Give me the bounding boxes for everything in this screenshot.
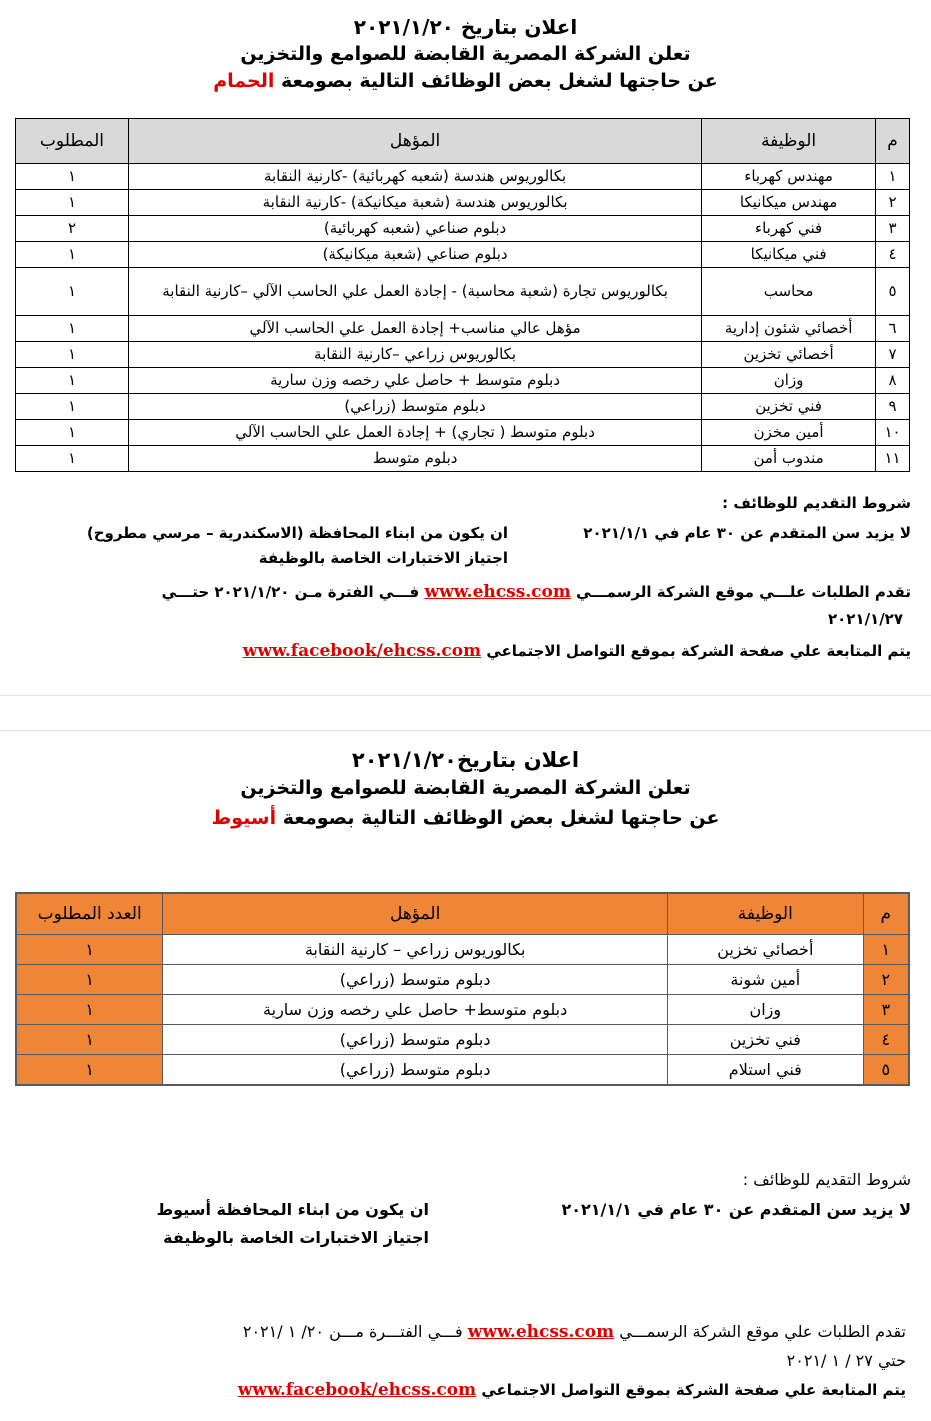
row-job: مندوب أمن <box>702 446 876 472</box>
table-row <box>16 995 909 1025</box>
table-row <box>16 1025 909 1055</box>
header-num: م <box>863 893 909 935</box>
row-job: مهندس كهرباء <box>702 164 876 190</box>
row-num: ٥ <box>863 1055 909 1086</box>
row-qual: دبلوم متوسط <box>128 446 701 472</box>
ad2-condition-residence: ان يكون من ابناء المحافظة أسيوط <box>156 1200 429 1219</box>
row-num: ١١ <box>876 446 910 472</box>
row-qual: مؤهل عالي مناسب+ إجادة العمل علي الحاسب الآلي <box>128 316 701 342</box>
ad2-condition-age: لا يزيد سن المتقدم عن ٣٠ عام في ٢٠٢١/١/١ <box>561 1200 911 1219</box>
ad1-facebook-link[interactable]: www.facebook/ehcss.com <box>242 641 482 661</box>
ad1-company-line: تعلن الشركة المصرية القابضة للصوامع والتخزين <box>240 43 691 65</box>
row-qual: بكالوريوس هندسة (شعبه كهربائية) -كارنية النقابة <box>128 164 701 190</box>
ad2-follow-line <box>238 1380 906 1400</box>
row-qual: بكالوريوس زراعي –كارنية النقابة <box>128 342 701 368</box>
table-row <box>16 316 910 342</box>
row-count: ١ <box>16 935 163 965</box>
row-num: ١ <box>876 164 910 190</box>
row-job: أخصائي شئون إدارية <box>702 316 876 342</box>
table-row <box>16 935 909 965</box>
row-count: ١ <box>16 1055 163 1086</box>
row-num: ٥ <box>876 268 910 316</box>
ad1-apply-text: تقدم الطلبات علـــي موقع الشركة الرسمـــي <box>576 583 911 601</box>
header-count: المطلوب <box>16 119 129 164</box>
ad1-condition-age: لا يزيد سن المتقدم عن ٣٠ عام في ٢٠٢١/١/١ <box>583 524 911 542</box>
table-row <box>16 965 909 995</box>
ad2-website-link[interactable]: www.ehcss.com <box>467 1322 615 1342</box>
row-num: ٨ <box>876 368 910 394</box>
table-row <box>16 190 910 216</box>
table-header-row <box>16 119 910 164</box>
ad1-apply-line <box>162 582 911 602</box>
row-job: فني ميكانيكا <box>702 242 876 268</box>
row-num: ٤ <box>876 242 910 268</box>
row-num: ٩ <box>876 394 910 420</box>
ad1-location: الحمام <box>213 70 275 92</box>
header-job: الوظيفة <box>702 119 876 164</box>
ad2-apply-text: تقدم الطلبات علي موقع الشركة الرسمـــي <box>619 1322 906 1341</box>
ad2-apply-line <box>243 1322 906 1342</box>
table-row <box>16 368 910 394</box>
row-count: ١ <box>16 316 129 342</box>
table-row <box>16 268 910 316</box>
row-job: فني تخزين <box>702 394 876 420</box>
ad2-follow-text: يتم المتابعة علي صفحة الشركة بموقع التواصل الاجتماعي <box>481 1381 906 1399</box>
row-job: أمين مخزن <box>702 420 876 446</box>
row-count: ١ <box>16 368 129 394</box>
row-num: ٣ <box>863 995 909 1025</box>
ad1-apply-end: ٢٠٢١/١/٢٧ <box>827 610 903 628</box>
ad2-need-prefix: عن حاجتها لشغل بعض الوظائف التالية بصومعة <box>282 807 720 829</box>
ad2-condition-tests: اجتياز الاختبارات الخاصة بالوظيفة <box>163 1228 429 1247</box>
row-count: ١ <box>16 995 163 1025</box>
table-row <box>16 242 910 268</box>
row-count: ١ <box>16 268 129 316</box>
row-qual: بكالوريوس زراعي – كارنية النقابة <box>163 935 668 965</box>
section-divider <box>0 695 931 696</box>
announcement-1 <box>0 14 931 95</box>
ad2-facebook-link[interactable]: www.facebook/ehcss.com <box>237 1380 477 1400</box>
row-num: ٤ <box>863 1025 909 1055</box>
row-count: ١ <box>16 965 163 995</box>
table-row <box>16 446 910 472</box>
ad2-conditions-title: شروط التقديم للوظائف : <box>742 1170 911 1189</box>
row-job: فني استلام <box>668 1055 864 1086</box>
ad2-apply-end: حتي ٢٧ / ١ /٢٠٢١ <box>786 1351 906 1370</box>
row-qual: دبلوم متوسط (زراعي) <box>128 394 701 420</box>
row-job: أخصائي تخزين <box>702 342 876 368</box>
row-job: وزان <box>668 995 864 1025</box>
header-count: العدد المطلوب <box>16 893 163 935</box>
row-count: ١ <box>16 164 129 190</box>
row-job: فني تخزين <box>668 1025 864 1055</box>
ad1-apply-period: فـــي الفترة مـن ٢٠٢١/١/٢٠ حتـــي <box>161 583 420 601</box>
table-row <box>16 342 910 368</box>
row-count: ١ <box>16 342 129 368</box>
row-qual: بكالوريوس هندسة (شعبة ميكانيكة) -كارنية النقابة <box>128 190 701 216</box>
row-job: أخصائي تخزين <box>668 935 864 965</box>
row-qual: دبلوم صناعي (شعبه كهربائية) <box>128 216 701 242</box>
header-qualification: المؤهل <box>128 119 701 164</box>
row-job: محاسب <box>702 268 876 316</box>
row-num: ٦ <box>876 316 910 342</box>
row-num: ٢ <box>876 190 910 216</box>
ad1-condition-residence: ان يكون من ابناء المحافظة (الاسكندرية – مرسي مطروح) <box>86 524 508 542</box>
ad2-need-line <box>0 802 931 834</box>
row-count: ١ <box>16 446 129 472</box>
row-count: ١ <box>16 1025 163 1055</box>
row-qual: دبلوم متوسط (زراعي) <box>163 1025 668 1055</box>
row-qual: دبلوم صناعي (شعبة ميكانيكة) <box>128 242 701 268</box>
ad1-need-line <box>0 68 931 95</box>
row-job: مهندس ميكانيكا <box>702 190 876 216</box>
table-header-row <box>16 893 909 935</box>
row-num: ٣ <box>876 216 910 242</box>
row-qual: دبلوم متوسط+ حاصل علي رخصه وزن سارية <box>163 995 668 1025</box>
row-num: ١ <box>863 935 909 965</box>
ad1-follow-line <box>243 641 911 661</box>
ad1-condition-tests: اجتياز الاختبارات الخاصة بالوظيفة <box>258 549 508 567</box>
row-job: وزان <box>702 368 876 394</box>
row-num: ١٠ <box>876 420 910 446</box>
ad1-conditions-title: شروط التقديم للوظائف : <box>722 494 911 512</box>
ad2-jobs-table <box>15 892 910 1086</box>
table-row <box>16 420 910 446</box>
ad2-title: اعلان بتاريخ٢٠٢١/١/٢٠ <box>351 748 580 772</box>
row-qual: دبلوم متوسط + حاصل علي رخصه وزن سارية <box>128 368 701 394</box>
ad2-apply-period: فـــي الفتـــرة مـــن ٢٠/ ١ /٢٠٢١ <box>242 1322 463 1341</box>
ad1-follow-text: يتم المتابعة علي صفحة الشركة بموقع التواصل الاجتماعي <box>486 642 911 660</box>
row-num: ٢ <box>863 965 909 995</box>
header-qualification: المؤهل <box>163 893 668 935</box>
header-num: م <box>876 119 910 164</box>
ad1-need-prefix: عن حاجتها لشغل بعض الوظائف التالية بصومعة <box>281 70 718 92</box>
ad2-company-line: تعلن الشركة المصرية القابضة للصوامع والتخزين <box>240 777 691 799</box>
row-qual: دبلوم متوسط (زراعي) <box>163 1055 668 1086</box>
row-count: ١ <box>16 420 129 446</box>
row-num: ٧ <box>876 342 910 368</box>
table-row <box>16 216 910 242</box>
table-row <box>16 164 910 190</box>
announcement-2 <box>0 745 931 834</box>
row-job: فني كهرباء <box>702 216 876 242</box>
section-divider <box>0 730 931 731</box>
row-job: أمين شونة <box>668 965 864 995</box>
ad2-location: أسيوط <box>211 807 277 829</box>
ad1-jobs-table <box>15 118 910 472</box>
row-qual: دبلوم متوسط ( تجاري) + إجادة العمل علي الحاسب الآلي <box>128 420 701 446</box>
table-row <box>16 1055 909 1086</box>
row-count: ١ <box>16 190 129 216</box>
row-count: ١ <box>16 242 129 268</box>
row-qual: بكالوريوس تجارة (شعبة محاسبة) - إجادة العمل علي الحاسب الآلي –كارنية النقابة <box>128 268 701 316</box>
row-count: ١ <box>16 394 129 420</box>
row-qual: دبلوم متوسط (زراعي) <box>163 965 668 995</box>
ad1-title: اعلان بتاريخ ٢٠٢١/١/٢٠ <box>353 15 578 39</box>
header-job: الوظيفة <box>668 893 864 935</box>
ad1-website-link[interactable]: www.ehcss.com <box>424 582 571 602</box>
table-row <box>16 394 910 420</box>
row-count: ٢ <box>16 216 129 242</box>
